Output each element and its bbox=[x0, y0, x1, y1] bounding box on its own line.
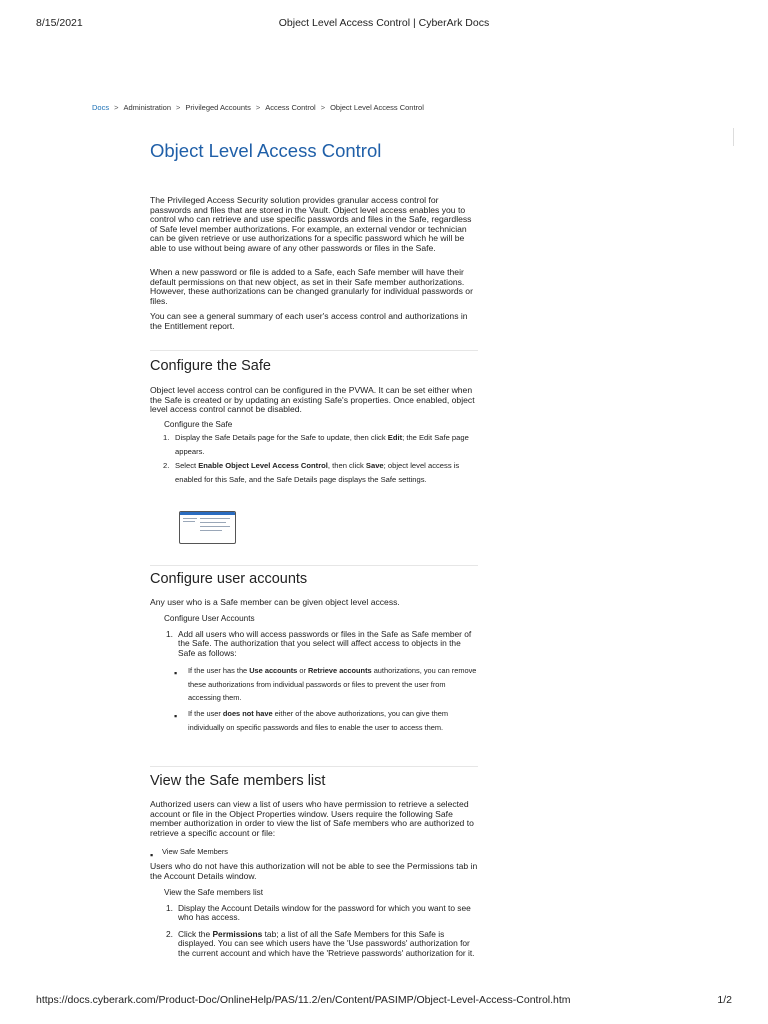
thumbnail-line bbox=[200, 530, 222, 531]
breadcrumb-current-page: Object Level Access Control bbox=[330, 103, 424, 112]
intro-paragraph-1: The Privileged Access Security solution provides granular access control for passwords and files that are stored in the Vault. Object level access enables you to control who can retrieve and use specific passwords and files in the Safe, regardless of Safe level member authorizations. For example, an external vendor or technician can be given retrieve or use authorizations for a specific password which he will be able to use without being aware of any other passwords or files in the Safe. bbox=[150, 195, 472, 253]
bullet-icon: ▪ bbox=[174, 711, 178, 721]
page-title: Object Level Access Control bbox=[150, 140, 382, 161]
safe-details-screenshot-thumbnail[interactable] bbox=[179, 511, 236, 544]
thumbnail-line bbox=[200, 522, 226, 523]
section-divider bbox=[150, 766, 478, 767]
print-url: https://docs.cyberark.com/Product-Doc/OnlineHelp/PAS/11.2/en/Content/PASIMP/Object-Level-Access-Control.htm bbox=[36, 994, 571, 1006]
view-members-bullet-1: ▪ View Safe Members bbox=[162, 845, 462, 859]
print-header bbox=[0, 14, 768, 30]
configure-users-paragraph: Any user who is a Safe member can be given object level access. bbox=[150, 597, 400, 607]
enable-olac-ui-label: Enable Object Level Access Control bbox=[198, 461, 328, 470]
thumbnail-line bbox=[200, 518, 230, 519]
save-ui-label: Save bbox=[365, 461, 384, 470]
breadcrumb-access-control-link[interactable]: Access Control bbox=[265, 103, 316, 112]
breadcrumb-privileged-accounts-link[interactable]: Privileged Accounts bbox=[185, 103, 251, 112]
configure-users-bullet-1: ▪ If the user has the Use accounts or Retrieve accounts authorizations, you can remove these authorizations from individual passwords or files to prevent the user from accessing them. bbox=[174, 666, 477, 703]
edit-ui-label: Edit bbox=[387, 433, 403, 442]
section-divider bbox=[150, 350, 478, 351]
section-heading-view-members: View the Safe members list bbox=[150, 773, 326, 789]
step-number: 1. bbox=[166, 629, 173, 639]
view-members-paragraph: Authorized users can view a list of users who have permission to retrieve a selected account or file in the Object Properties window. Users require the following Safe member authorization in order to view the list of Safe members who are authorized to retrieve a specific account or file: bbox=[150, 799, 474, 838]
configure-safe-step-2: 2. Select Enable Object Level Access Control, then click Save; object level access is enabled for this Safe, and the Safe Details page displays the Safe settings. bbox=[163, 461, 460, 484]
section-heading-configure-safe: Configure the Safe bbox=[150, 358, 271, 374]
breadcrumb bbox=[92, 103, 424, 112]
print-page-number: 1/2 bbox=[717, 994, 732, 1006]
permissions-ui-label: Permissions bbox=[212, 929, 263, 939]
configure-safe-step-1: 1. Display the Safe Details page for the Safe to update, then click Edit; the Edit Safe page appears. bbox=[163, 433, 469, 456]
configure-users-bullet-2: ▪ If the user does not have either of the above authorizations, you can give them individually on specific passwords and files to enable the user to access them. bbox=[174, 709, 449, 732]
procedure-title-configure-users: Configure User Accounts bbox=[164, 614, 255, 623]
breadcrumb-separator: > bbox=[320, 103, 326, 112]
step-number: 2. bbox=[163, 461, 170, 470]
breadcrumb-administration-link[interactable]: Administration bbox=[123, 103, 172, 112]
step-number: 2. bbox=[166, 929, 173, 939]
breadcrumb-docs-link[interactable]: Docs bbox=[92, 103, 110, 112]
breadcrumb-separator: > bbox=[114, 103, 119, 112]
intro-paragraph-2: When a new password or file is added to a Safe, each Safe member will have their default permissions on that new object, as set in their Safe member authorizations. However, these authorizations can be changed granularly for individual passwords or files. bbox=[150, 267, 473, 306]
scroll-indicator bbox=[733, 128, 734, 146]
procedure-title-configure-safe: Configure the Safe bbox=[164, 420, 233, 429]
breadcrumb-separator: > bbox=[176, 103, 181, 112]
configure-safe-paragraph: Object level access control can be configured in the PVWA. It can be set either when the Safe is created or by updating an existing Safe's properties. Once enabled, object level access control cannot be disabled. bbox=[150, 385, 475, 415]
view-members-step-2: 2. Click the Permissions tab; a list of all the Safe Members for this Safe is displayed. You can see which users have the 'Use passwords' authorization for the current account and which have the 'Retrieve passwords' authorization for it. bbox=[166, 929, 475, 958]
section-heading-configure-users: Configure user accounts bbox=[150, 571, 308, 587]
step-number: 1. bbox=[163, 433, 170, 442]
thumbnail-line bbox=[200, 526, 230, 527]
thumbnail-line bbox=[183, 521, 195, 522]
configure-users-step-1: 1. Add all users who will access passwords or files in the Safe as Safe member of the Safe. The authorization that you select will affect access to objects in the Safe as follows: bbox=[166, 629, 472, 658]
thumbnail-line bbox=[183, 518, 197, 519]
intro-paragraph-3: You can see a general summary of each user's access control and authorizations in the Entitlement report. bbox=[150, 311, 468, 331]
procedure-title-view-members: View the Safe members list bbox=[164, 888, 264, 897]
print-date: 8/15/2021 bbox=[36, 17, 83, 29]
print-doc-title: Object Level Access Control | CyberArk Docs bbox=[278, 17, 490, 29]
bullet-icon: ▪ bbox=[150, 850, 154, 860]
step-number: 1. bbox=[166, 903, 173, 913]
view-members-step-1: 1. Display the Account Details window for the password for which you want to see who has access. bbox=[166, 903, 471, 923]
bullet-icon: ▪ bbox=[174, 668, 178, 678]
section-divider bbox=[150, 565, 478, 566]
thumbnail-header-bar bbox=[180, 512, 235, 515]
breadcrumb-separator: > bbox=[255, 103, 261, 112]
view-members-paragraph-2: Users who do not have this authorization will not be able to see the Permissions tab in the Account Details window. bbox=[150, 861, 478, 881]
